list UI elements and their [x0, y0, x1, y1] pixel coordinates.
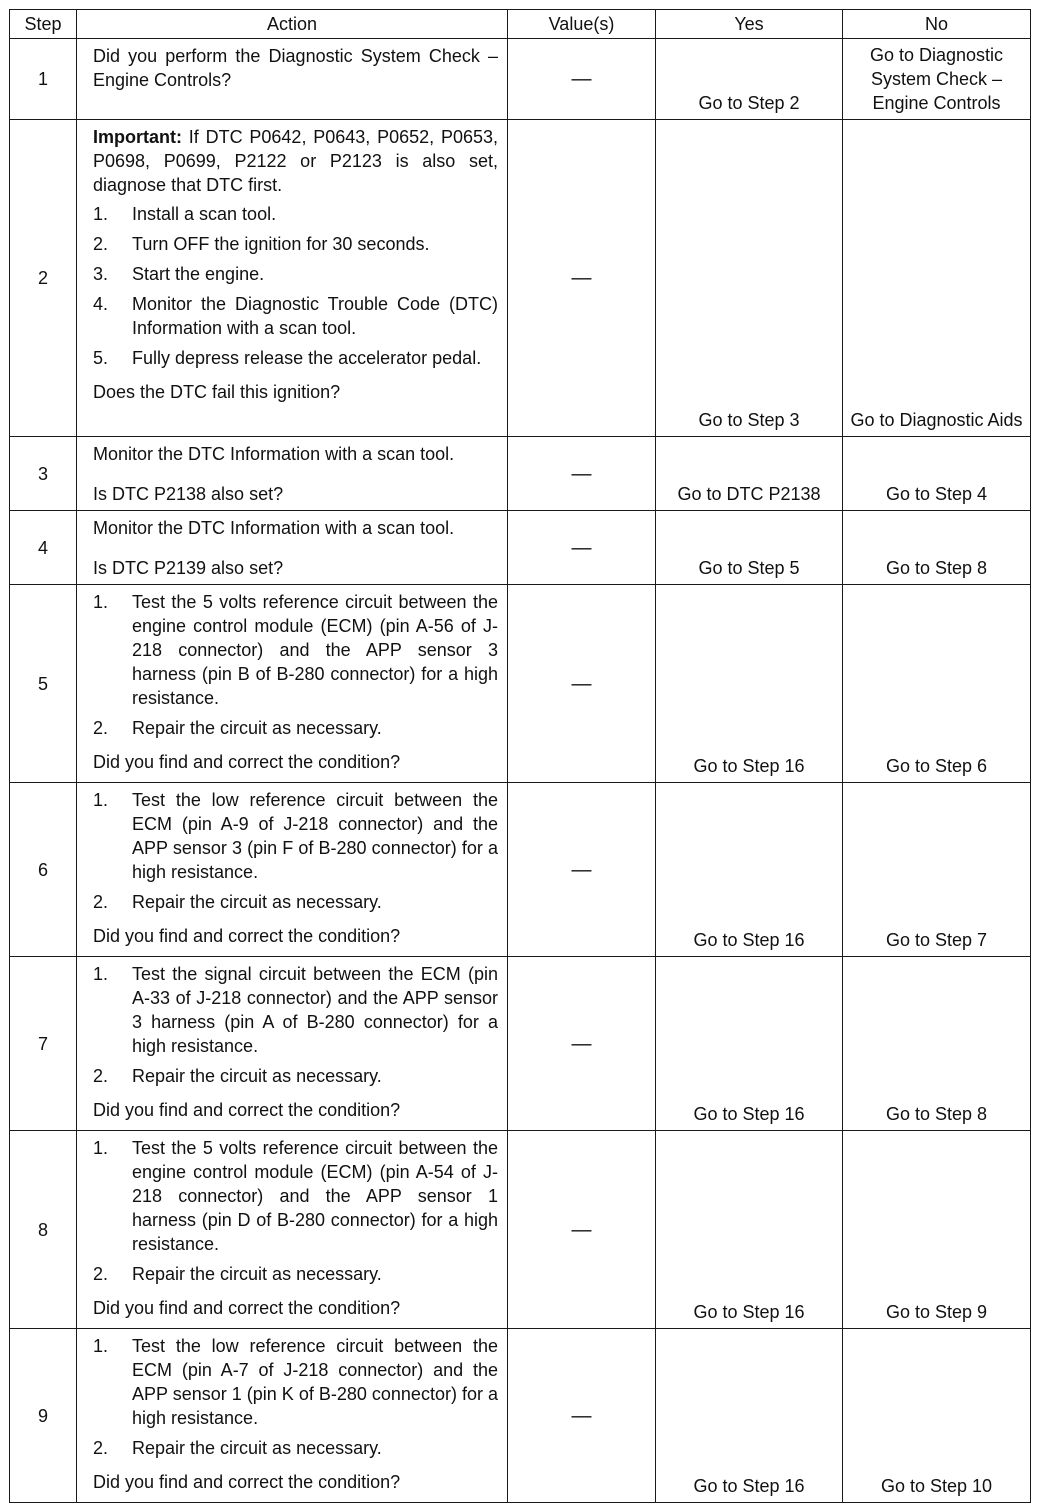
- header-action: Action: [77, 10, 508, 39]
- table-row: [10, 957, 1031, 1131]
- table-row: [10, 585, 1031, 783]
- item-text: Repair the circuit as necessary.: [132, 718, 382, 738]
- action-question: Did you find and correct the condition?: [93, 1472, 401, 1492]
- header-yes: Yes: [656, 10, 843, 39]
- table-row: [10, 39, 1031, 120]
- list-item: [93, 292, 498, 340]
- procedure-list: [93, 590, 498, 740]
- step-number: 6: [10, 783, 77, 957]
- diagnostic-table: [9, 9, 1031, 1503]
- action-question: Did you find and correct the condition?: [93, 752, 401, 772]
- step-number: 4: [10, 511, 77, 585]
- yes-cell: Go to Step 16: [656, 1329, 843, 1503]
- action-question: Did you find and correct the condition?: [93, 926, 401, 946]
- yes-cell: Go to Step 3: [656, 120, 843, 437]
- list-item: [93, 962, 498, 1058]
- item-text: Repair the circuit as necessary.: [132, 1264, 382, 1284]
- action-question: Is DTC P2138 also set?: [93, 484, 284, 504]
- important-text: If DTC P0642, P0643, P0652, P0653, P0698, P0699, P2122 or P2123 is also set, diagnose that DTC first.: [93, 127, 498, 195]
- item-number: 2.: [93, 718, 109, 738]
- no-cell: Go to Step 4: [843, 437, 1031, 511]
- yes-cell: Go to Step 16: [656, 585, 843, 783]
- item-text: Fully depress release the accelerator pedal.: [132, 348, 482, 368]
- action-cell: [77, 511, 508, 585]
- header-no: No: [843, 10, 1031, 39]
- procedure-list: [93, 1136, 498, 1286]
- item-number: 2.: [93, 1066, 109, 1086]
- important-note: [93, 125, 498, 197]
- action-question: Is DTC P2139 also set?: [93, 558, 284, 578]
- list-item: [93, 590, 498, 710]
- table-row: [10, 437, 1031, 511]
- no-cell: Go to Step 9: [843, 1131, 1031, 1329]
- list-item: [93, 232, 498, 256]
- action-cell: [77, 957, 508, 1131]
- step-number: 8: [10, 1131, 77, 1329]
- value-cell: —: [508, 1131, 656, 1329]
- item-text: Start the engine.: [132, 264, 265, 284]
- action-cell: [77, 437, 508, 511]
- action-cell: [77, 120, 508, 437]
- action-question: Does the DTC fail this ignition?: [93, 382, 341, 402]
- yes-cell: Go to DTC P2138: [656, 437, 843, 511]
- no-cell: Go to Step 8: [843, 511, 1031, 585]
- item-number: 1.: [93, 790, 109, 810]
- item-number: 2.: [93, 892, 109, 912]
- list-item: [93, 1136, 498, 1256]
- procedure-list: [93, 962, 498, 1088]
- list-item: [93, 890, 498, 914]
- list-item: [93, 262, 498, 286]
- header-step: Step: [10, 10, 77, 39]
- action-intro: Monitor the DTC Information with a scan tool.: [93, 518, 455, 538]
- action-question: Did you find and correct the condition?: [93, 1298, 401, 1318]
- no-cell: Go to Step 10: [843, 1329, 1031, 1503]
- value-cell: —: [508, 585, 656, 783]
- procedure-list: [93, 788, 498, 914]
- table-row: [10, 783, 1031, 957]
- no-cell: Go to Step 7: [843, 783, 1031, 957]
- table-row: [10, 1329, 1031, 1503]
- no-cell: Go to Diagnostic Aids: [843, 120, 1031, 437]
- step-number: 9: [10, 1329, 77, 1503]
- list-item: [93, 346, 498, 370]
- item-text: Repair the circuit as necessary.: [132, 892, 382, 912]
- value-cell: —: [508, 1329, 656, 1503]
- item-number: 2.: [93, 1438, 109, 1458]
- important-label: Important:: [93, 127, 182, 147]
- item-text: Test the low reference circuit between the ECM (pin A-7 of J-218 connector) and the APP sensor 1 (pin K of B-280 connector) for a high resistance.: [132, 1336, 498, 1428]
- action-intro: Monitor the DTC Information with a scan tool.: [93, 444, 455, 464]
- item-number: 5.: [93, 348, 109, 368]
- item-text: Test the signal circuit between the ECM (pin A-33 of J-218 connector) and the APP sensor 3 harness (pin A of B-280 connector) for a high resistance.: [132, 964, 498, 1056]
- item-text: Repair the circuit as necessary.: [132, 1066, 382, 1086]
- item-number: 2.: [93, 234, 109, 254]
- action-cell: [77, 1131, 508, 1329]
- yes-cell: Go to Step 16: [656, 1131, 843, 1329]
- item-number: 3.: [93, 264, 109, 284]
- item-text: Monitor the Diagnostic Trouble Code (DTC) Information with a scan tool.: [132, 294, 498, 338]
- yes-cell: Go to Step 5: [656, 511, 843, 585]
- yes-cell: Go to Step 16: [656, 783, 843, 957]
- table-row: [10, 511, 1031, 585]
- item-text: Test the low reference circuit between the ECM (pin A-9 of J-218 connector) and the APP sensor 3 (pin F of B-280 connector) for a high resistance.: [132, 790, 498, 882]
- procedure-list: [93, 1334, 498, 1460]
- action-cell: [77, 1329, 508, 1503]
- yes-cell: Go to Step 16: [656, 957, 843, 1131]
- yes-cell: Go to Step 2: [656, 39, 843, 120]
- action-cell: [77, 39, 508, 120]
- item-number: 1.: [93, 964, 109, 984]
- item-text: Test the 5 volts reference circuit between the engine control module (ECM) (pin A-54 of J-218 connector) and the APP sensor 1 harness (pin D of B-280 connector) for a high resistance.: [132, 1138, 498, 1254]
- list-item: [93, 716, 498, 740]
- list-item: [93, 1436, 498, 1460]
- no-cell: Go to Step 8: [843, 957, 1031, 1131]
- action-cell: [77, 585, 508, 783]
- step-number: 7: [10, 957, 77, 1131]
- step-number: 1: [10, 39, 77, 120]
- value-cell: —: [508, 783, 656, 957]
- step-number: 2: [10, 120, 77, 437]
- item-number: 1.: [93, 1336, 109, 1356]
- item-text: Test the 5 volts reference circuit between the engine control module (ECM) (pin A-56 of J-218 connector) and the APP sensor 3 harness (pin B of B-280 connector) for a high resistance.: [132, 592, 498, 708]
- value-cell: —: [508, 957, 656, 1131]
- item-number: 1.: [93, 592, 109, 612]
- item-number: 2.: [93, 1264, 109, 1284]
- table-row: [10, 1131, 1031, 1329]
- item-number: 1.: [93, 204, 109, 224]
- value-cell: —: [508, 120, 656, 437]
- list-item: [93, 1334, 498, 1430]
- step-number: 3: [10, 437, 77, 511]
- value-cell: —: [508, 39, 656, 120]
- step-number: 5: [10, 585, 77, 783]
- list-item: [93, 788, 498, 884]
- header-row: [10, 10, 1031, 39]
- header-values: Value(s): [508, 10, 656, 39]
- no-cell: Go to Step 6: [843, 585, 1031, 783]
- no-cell: Go to Diagnostic System Check – Engine Controls: [843, 39, 1031, 120]
- procedure-list: [93, 202, 498, 370]
- action-cell: [77, 783, 508, 957]
- list-item: [93, 1262, 498, 1286]
- item-text: Repair the circuit as necessary.: [132, 1438, 382, 1458]
- action-intro: Did you perform the Diagnostic System Check – Engine Controls?: [93, 46, 498, 90]
- value-cell: —: [508, 437, 656, 511]
- item-text: Install a scan tool.: [132, 204, 277, 224]
- item-number: 4.: [93, 294, 109, 314]
- item-text: Turn OFF the ignition for 30 seconds.: [132, 234, 430, 254]
- table-row: [10, 120, 1031, 437]
- action-question: Did you find and correct the condition?: [93, 1100, 401, 1120]
- list-item: [93, 202, 498, 226]
- value-cell: —: [508, 511, 656, 585]
- list-item: [93, 1064, 498, 1088]
- item-number: 1.: [93, 1138, 109, 1158]
